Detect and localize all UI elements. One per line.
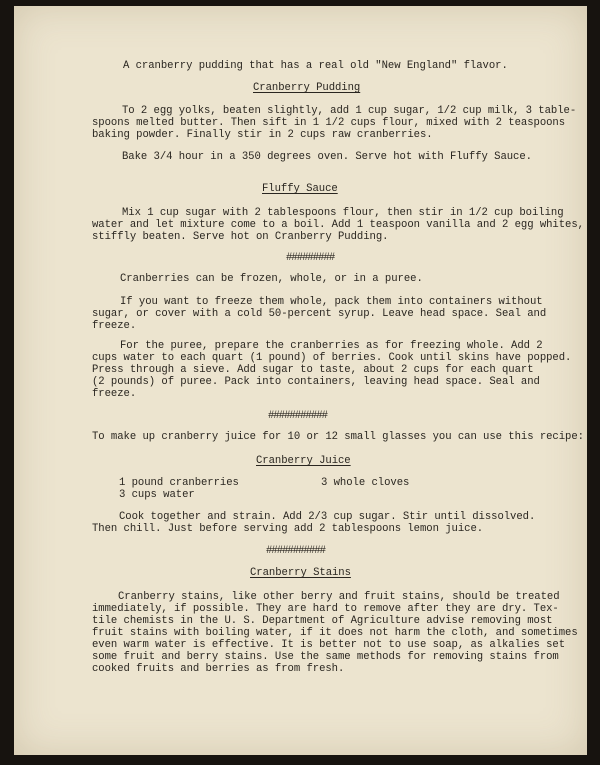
pudding-bake-line: Bake 3/4 hour in a 350 degrees oven. Serve hot with Fluffy Sauce. xyxy=(122,151,532,163)
freezing-line: cups water to each quart (1 pound) of berries. Cook until skins have popped. xyxy=(92,352,572,364)
juice-ingredient: 3 cups water xyxy=(119,489,195,501)
pudding-title: Cranberry Pudding xyxy=(253,82,361,94)
stains-line: fruit stains with boiling water, if it does not harm the cloth, and sometimes xyxy=(92,627,578,639)
freezing-line: If you want to freeze them whole, pack them into containers without xyxy=(120,296,543,308)
pudding-line: spoons melted butter. Then sift in 1 1/2 cups flour, mixed with 2 teaspoons xyxy=(92,117,566,129)
section-separator: ########### xyxy=(268,410,327,422)
freezing-line: For the puree, prepare the cranberries as for freezing whole. Add 2 xyxy=(120,340,543,352)
juice-ingredient: 3 whole cloves xyxy=(321,477,410,489)
stains-line: Cranberry stains, like other berry and fruit stains, should be treated xyxy=(118,591,560,603)
sauce-title: Fluffy Sauce xyxy=(262,183,338,195)
sauce-line: Mix 1 cup sugar with 2 tablespoons flour, then stir in 1/2 cup boiling xyxy=(122,207,564,219)
stains-line: some fruit and berry stains. Use the same methods for removing stains from xyxy=(92,651,559,663)
juice-ingredient: 1 pound cranberries xyxy=(119,477,239,489)
juice-line: Then chill. Just before serving add 2 tablespoons lemon juice. xyxy=(92,523,484,535)
stains-line: cooked fruits and berries as from fresh. xyxy=(92,663,345,675)
section-separator: ########### xyxy=(266,545,325,557)
stains-line: immediately, if possible. They are hard to remove after they are dry. Tex- xyxy=(92,603,559,615)
freezing-line: sugar, or cover with a cold 50-percent syrup. Leave head space. Seal and xyxy=(92,308,547,320)
freezing-line: freeze. xyxy=(92,388,137,400)
stains-line: tile chemists in the U. S. Department of Agriculture advise removing most xyxy=(92,615,553,627)
freezing-line: (2 pounds) of puree. Pack into containers, leaving head space. Seal and xyxy=(92,376,540,388)
freezing-line: Press through a sieve. Add sugar to taste, about 2 cups for each quart xyxy=(92,364,534,376)
intro-text: A cranberry pudding that has a real old "New England" flavor. xyxy=(123,60,508,72)
juice-intro: To make up cranberry juice for 10 or 12 small glasses you can use this recipe: xyxy=(92,431,584,443)
freezing-line: Cranberries can be frozen, whole, or in a puree. xyxy=(120,273,423,285)
section-separator: ######### xyxy=(286,252,335,264)
juice-line: Cook together and strain. Add 2/3 cup sugar. Stir until dissolved. xyxy=(119,511,536,523)
sauce-line: stiffly beaten. Serve hot on Cranberry Pudding. xyxy=(92,231,389,243)
pudding-line: baking powder. Finally stir in 2 cups raw cranberries. xyxy=(92,129,433,141)
juice-title: Cranberry Juice xyxy=(256,455,351,467)
stains-line: even warm water is effective. It is better not to use soap, as alkalies set xyxy=(92,639,566,651)
freezing-line: freeze. xyxy=(92,320,137,332)
stains-title: Cranberry Stains xyxy=(250,567,351,579)
pudding-line: To 2 egg yolks, beaten slightly, add 1 cup sugar, 1/2 cup milk, 3 table- xyxy=(122,105,577,117)
sauce-line: water and let mixture come to a boil. Add 1 teaspoon vanilla and 2 egg whites, xyxy=(92,219,584,231)
